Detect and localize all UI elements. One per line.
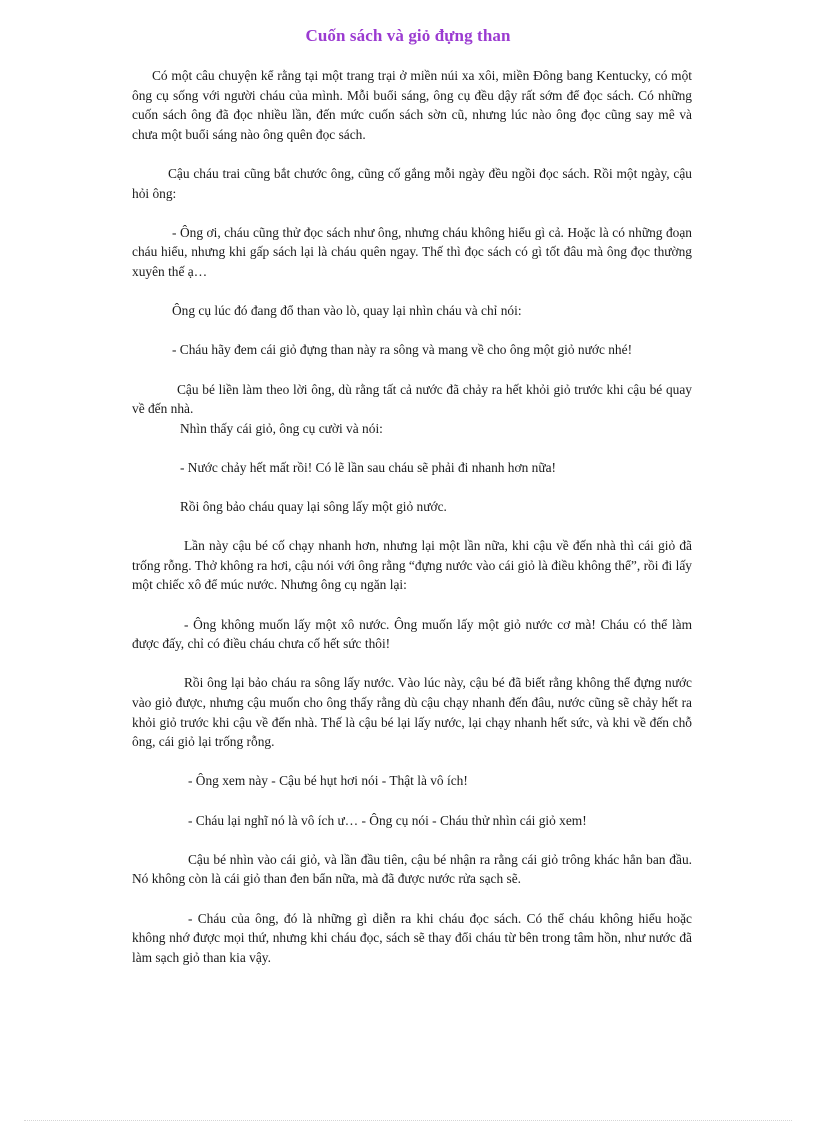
page-footer-divider <box>24 1120 792 1121</box>
paragraph: Lần này cậu bé cố chạy nhanh hơn, nhưng lại một lần nữa, khi cậu về đến nhà thì cái giỏ đã trống rỗng. Thở không ra hơi, cậu nói với ông rằng “đựng nước vào cái giỏ là điều không thể”, rồi đi lấy một chiếc xô để múc nước. Nhưng ông cụ ngăn lại: <box>132 538 692 593</box>
paragraph-gap <box>132 360 692 380</box>
paragraph-gap <box>132 791 692 811</box>
paragraph: - Ông không muốn lấy một xô nước. Ông muốn lấy một giỏ nước cơ mà! Cháu có thể làm được đấy, chỉ có điều cháu chưa cố hết sức thôi! <box>132 616 692 652</box>
paragraph-gap <box>132 203 692 223</box>
paragraph-gap <box>132 889 692 909</box>
paragraph-gap <box>132 321 692 341</box>
paragraph-gap <box>132 144 692 164</box>
paragraph-gap <box>132 595 692 615</box>
paragraph: - Ông ơi, cháu cũng thử đọc sách như ông, nhưng cháu không hiểu gì cả. Hoặc là có những đoạn cháu hiểu, nhưng khi gấp sách lại là cháu quên ngay. Thế thì đọc sách có gì tốt đâu mà ông đọc thường xuyên thế ạ… <box>132 224 692 279</box>
paragraph: Ông cụ lúc đó đang đổ than vào lò, quay lại nhìn cháu và chỉ nói: <box>172 303 522 319</box>
paragraph-gap <box>132 830 692 850</box>
paragraph: - Ông xem này - Cậu bé hụt hơi nói - Thật là vô ích! <box>188 773 468 789</box>
paragraph-gap <box>132 752 692 772</box>
paragraph-gap <box>132 282 692 302</box>
paragraph: Nhìn thấy cái giỏ, ông cụ cười và nói: <box>180 420 383 436</box>
paragraph: Cậu bé liền làm theo lời ông, dù rằng tất cả nước đã chảy ra hết khỏi giỏ trước khi cậu bé quay về đến nhà. <box>132 381 692 417</box>
document-title: Cuốn sách và giỏ đựng than <box>305 26 511 45</box>
paragraph: - Cháu hãy đem cái giỏ đựng than này ra sông và mang về cho ông một giỏ nước nhé! <box>172 342 633 358</box>
paragraph: - Nước chảy hết mất rồi! Có lẽ lần sau cháu sẽ phải đi nhanh hơn nữa! <box>180 459 556 475</box>
paragraph-gap <box>132 517 692 537</box>
paragraph: - Cháu lại nghĩ nó là vô ích ư… - Ông cụ nói - Cháu thử nhìn cái giỏ xem! <box>188 812 587 828</box>
story-body <box>132 66 692 967</box>
paragraph: Cậu bé nhìn vào cái giỏ, và lần đầu tiên, cậu bé nhận ra rằng cái giỏ trông khác hẳn ban đầu. Nó không còn là cái giỏ than đen bẩn nữa, mà đã được nước rửa sạch sẽ. <box>132 851 692 887</box>
paragraph: Có một câu chuyện kể rằng tại một trang trại ở miền núi xa xôi, miền Đông bang Kentucky, có một ông cụ sống với người cháu của mình. Mỗi buổi sáng, ông cụ đều dậy rất sớm để đọc sách. Có những cuốn sách ông đã đọc nhiều lần, đến mức cuốn sách sờn cũ, nhưng lúc nào ông đọc cũng say mê và chưa một buổi sáng nào ông quên đọc sách. <box>132 68 692 142</box>
paragraph-gap <box>132 438 692 458</box>
paragraph-gap <box>132 654 692 674</box>
paragraph: Rồi ông lại bảo cháu ra sông lấy nước. Vào lúc này, cậu bé đã biết rằng không thể đựng nước vào giỏ được, nhưng cậu muốn cho ông thấy rằng dù cậu chạy nhanh đến đâu, nước cũng sẽ chảy hết ra khỏi giỏ trước khi cậu về đến nhà. Thế là cậu bé lại lấy nước, lại chạy nhanh hết sức, và khi về đến chỗ ông, cái giỏ lại trống rỗng. <box>132 675 692 750</box>
paragraph: Cậu cháu trai cũng bắt chước ông, cũng cố gắng mỗi ngày đều ngồi đọc sách. Rồi một ngày, cậu hỏi ông: <box>132 165 692 201</box>
paragraph: - Cháu của ông, đó là những gì diễn ra khi cháu đọc sách. Có thể cháu không hiểu hoặc không nhớ được mọi thứ, nhưng khi cháu đọc, sách sẽ thay đổi cháu từ bên trong tâm hồn, như nước đã làm sạch giỏ than kia vậy. <box>132 910 692 965</box>
paragraph-gap <box>132 477 692 497</box>
paragraph: Rồi ông bảo cháu quay lại sông lấy một giỏ nước. <box>180 499 447 515</box>
